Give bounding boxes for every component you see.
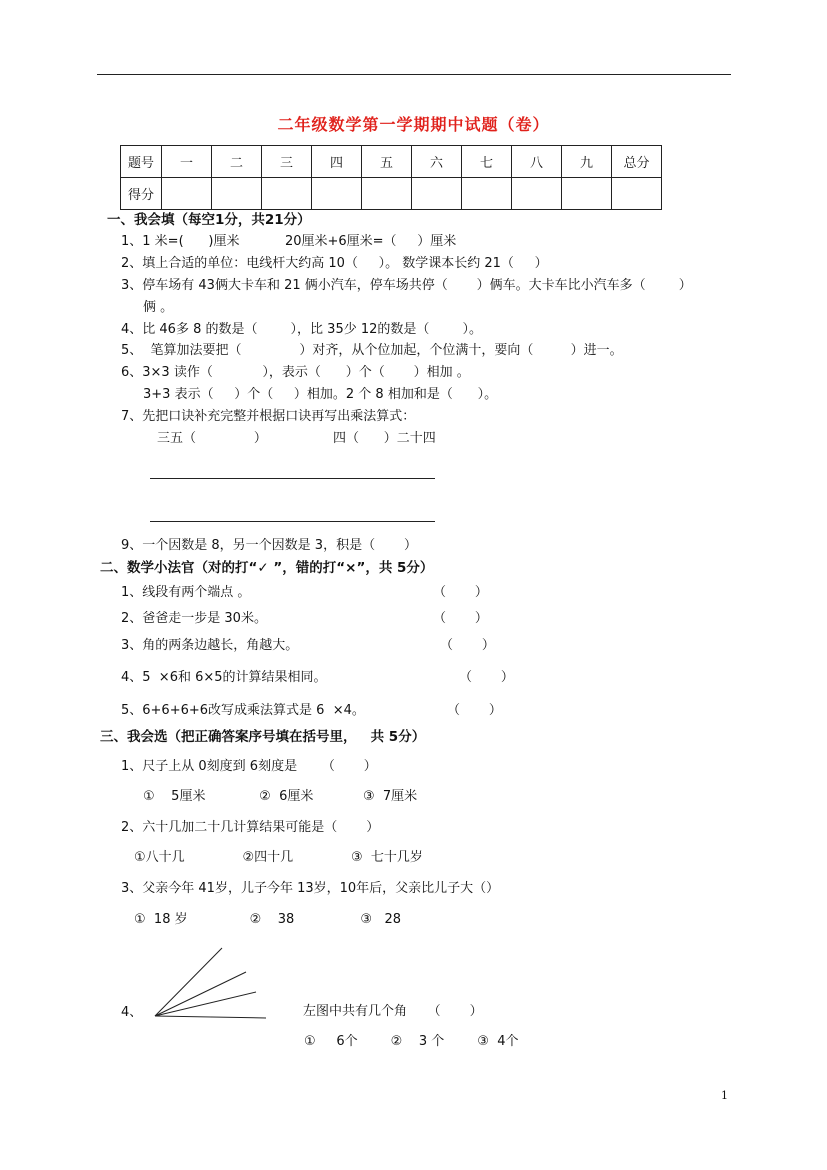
- score-cell: 三: [262, 146, 312, 178]
- judge-paren[interactable]: （ ）: [433, 585, 488, 600]
- judge-item: 5、6+6+6+6改写成乘法算式是 6 ×4。: [121, 703, 365, 718]
- judge-item: 2、爸爸走一步是 30米。: [121, 611, 267, 626]
- section3-heading: 三、我会选（把正确答案序号填在括号里， 共 5分）: [100, 729, 426, 745]
- question-line: 7、先把口诀补充完整并根据口诀再写出乘法算式：: [121, 409, 416, 424]
- score-cell: 八: [512, 146, 562, 178]
- score-table-header-row: [121, 146, 662, 178]
- judge-item: 4、5 ×6和 6×5的计算结果相同。: [121, 670, 327, 685]
- question-line: 5、 笔算加法要把（ ）对齐，从个位加起，个位满十，要向（ ）进一。: [121, 343, 623, 358]
- section2-heading: 二、数学小法官（对的打“✓ ”，错的打“×”，共 5分）: [100, 560, 434, 576]
- question-line: 9、一个因数是 8，另一个因数是 3，积是（ ）: [121, 538, 418, 553]
- score-cell: 五: [362, 146, 412, 178]
- score-cell: 二: [212, 146, 262, 178]
- score-input-cell[interactable]: [562, 178, 612, 210]
- judge-item: 3、角的两条边越长，角越大。: [121, 638, 299, 653]
- judge-paren[interactable]: （ ）: [459, 670, 514, 685]
- question-line: 3、停车场有 43俩大卡车和 21 俩小汽车，停车场共停（ ）俩车。大卡车比小汽车多（ ）: [121, 278, 692, 293]
- score-table-score-row: [121, 178, 662, 210]
- angle-ray: [155, 992, 256, 1016]
- choice-question-number: 4、: [121, 1005, 143, 1020]
- choice-options[interactable]: ① 6个 ② 3 个 ③ 4个: [304, 1034, 519, 1049]
- choice-question: 左图中共有几个角 （ ）: [303, 1004, 483, 1019]
- score-cell: 得分: [121, 178, 162, 210]
- score-cell: 总分: [612, 146, 662, 178]
- choice-options[interactable]: ①八十几 ②四十几 ③ 七十几岁: [134, 850, 423, 865]
- choice-question: 2、六十几加二十几计算结果可能是（ ）: [121, 820, 380, 835]
- answer-line[interactable]: [150, 521, 435, 522]
- question-line: 6、3×3 读作（ ），表示（ ）个（ ）相加 。: [121, 365, 470, 380]
- score-cell: 题号: [121, 146, 162, 178]
- choice-question: 1、尺子上从 0刻度到 6刻度是 （ ）: [121, 759, 377, 774]
- header-rule: [97, 74, 731, 75]
- question-line: 三五（ ） 四（ ）二十四: [157, 431, 436, 446]
- score-input-cell[interactable]: [362, 178, 412, 210]
- judge-paren[interactable]: （ ）: [440, 638, 495, 653]
- judge-item: 1、线段有两个端点 。: [121, 585, 251, 600]
- score-cell: 四: [312, 146, 362, 178]
- score-cell: 七: [462, 146, 512, 178]
- judge-paren[interactable]: （ ）: [447, 703, 502, 718]
- angle-ray: [155, 1016, 266, 1018]
- question-line: 3+3 表示（ ）个（ ）相加。2 个 8 相加和是（ ）。: [143, 387, 498, 402]
- choice-question: 3、父亲今年 41岁，儿子今年 13岁，10年后，父亲比儿子大（）: [121, 881, 500, 896]
- question-line: 4、比 46多 8 的数是（ ），比 35少 12的数是（ ）。: [121, 322, 482, 337]
- section1-heading: 一、我会填（每空1分，共21分）: [107, 212, 311, 228]
- angle-figure: [150, 942, 272, 1024]
- answer-line[interactable]: [150, 478, 435, 479]
- score-input-cell[interactable]: [262, 178, 312, 210]
- score-table: [120, 145, 662, 210]
- question-line: 2、填上合适的单位：电线杆大约高 10（ ）。 数学课本长约 21（ ）: [121, 256, 548, 271]
- angle-ray: [155, 948, 222, 1016]
- page-number: 1: [721, 1089, 728, 1102]
- score-input-cell[interactable]: [462, 178, 512, 210]
- score-cell: 六: [412, 146, 462, 178]
- score-input-cell[interactable]: [612, 178, 662, 210]
- page-title: 二年级数学第一学期期中试题（卷）: [277, 115, 550, 134]
- score-input-cell[interactable]: [412, 178, 462, 210]
- question-line: 俩 。: [143, 300, 174, 315]
- choice-options[interactable]: ① 18 岁 ② 38 ③ 28: [134, 912, 402, 927]
- angle-ray: [155, 972, 246, 1016]
- score-input-cell[interactable]: [512, 178, 562, 210]
- judge-paren[interactable]: （ ）: [433, 611, 488, 626]
- score-input-cell[interactable]: [162, 178, 212, 210]
- choice-options[interactable]: ① 5厘米 ② 6厘米 ③ 7厘米: [143, 789, 418, 804]
- question-line: 1、1 米=( )厘米 20厘米+6厘米=（ ）厘米: [121, 234, 457, 249]
- score-input-cell[interactable]: [312, 178, 362, 210]
- score-input-cell[interactable]: [212, 178, 262, 210]
- score-cell: 一: [162, 146, 212, 178]
- score-cell: 九: [562, 146, 612, 178]
